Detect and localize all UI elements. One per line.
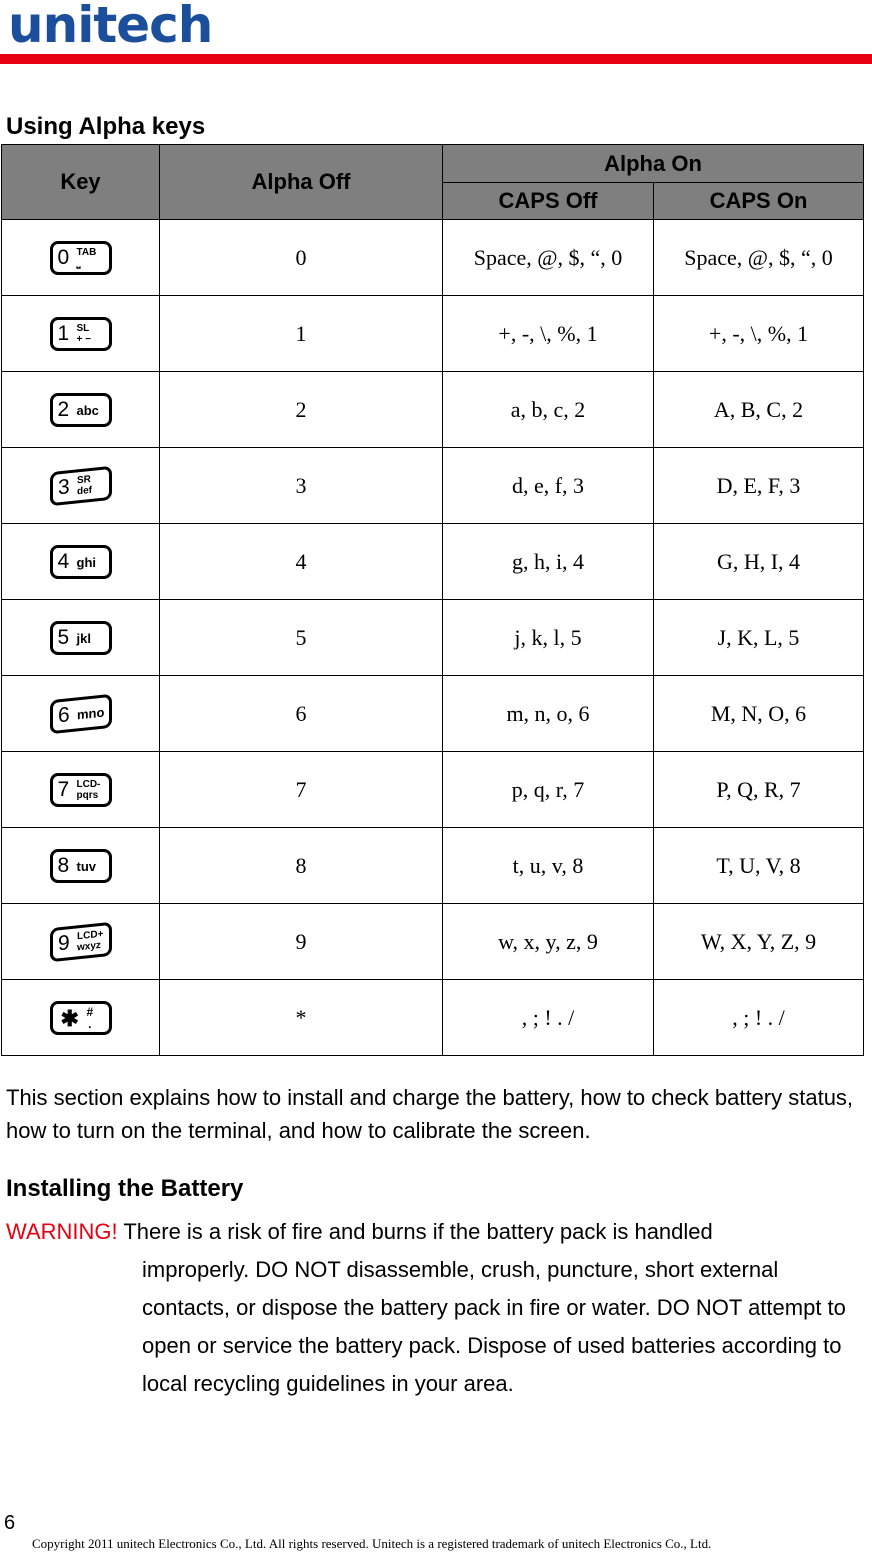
key-sub-label: TAB ⎵	[76, 246, 97, 269]
key-digit: 3	[57, 474, 70, 499]
alpha-off-cell: 9	[160, 904, 443, 980]
key-digit: 7	[57, 777, 70, 801]
warning-first-line: There is a risk of fire and burns if the battery pack is handled	[117, 1219, 713, 1244]
key-sub-label: LCD+ wxyz	[76, 928, 103, 953]
caps-on-cell: T, U, V, 8	[654, 828, 864, 904]
table-row	[2, 828, 864, 904]
alpha-off-cell: 3	[160, 448, 443, 524]
key-sub-label: tuv	[76, 858, 96, 874]
key-cell	[2, 980, 160, 1056]
key-sub-label: # .	[86, 1004, 94, 1031]
table-row	[2, 296, 864, 372]
warning-body: improperly. DO NOT disassemble, crush, puncture, short external contacts, or dispose the battery pack in fire or water. DO NOT attempt to open or service the battery pack. Dispose of used batteries according to local recycling guidelines in your area.	[142, 1257, 846, 1396]
key-sub-label: ghi	[76, 554, 96, 570]
key-cell	[2, 448, 160, 524]
caps-on-cell: , ; ! . /	[654, 980, 864, 1056]
key-digit: 6	[57, 702, 70, 727]
table-row	[2, 904, 864, 980]
alpha-off-cell: 5	[160, 600, 443, 676]
caps-on-cell: P, Q, R, 7	[654, 752, 864, 828]
table-row	[2, 372, 864, 448]
table-row	[2, 676, 864, 752]
key-sub-label: LCD- pqrs	[76, 778, 101, 801]
caps-on-cell: D, E, F, 3	[654, 448, 864, 524]
caps-on-cell: Space, @, $, “, 0	[654, 220, 864, 296]
alpha-off-cell: 4	[160, 524, 443, 600]
table-row	[2, 524, 864, 600]
header-key: Key	[2, 145, 160, 220]
header-alpha-off: Alpha Off	[160, 145, 443, 220]
key-cell	[2, 676, 160, 752]
key-digit: 2	[57, 397, 70, 421]
keypad-key-icon	[50, 849, 112, 883]
alpha-keys-body	[2, 220, 864, 1056]
key-cell	[2, 524, 160, 600]
keypad-key-icon	[50, 317, 112, 351]
installing-battery-title: Installing the Battery	[6, 1175, 244, 1202]
key-cell	[2, 904, 160, 980]
caps-off-cell: t, u, v, 8	[443, 828, 654, 904]
caps-on-cell: W, X, Y, Z, 9	[654, 904, 864, 980]
key-digit: 5	[57, 625, 70, 649]
table-row	[2, 752, 864, 828]
key-sub-label: mno	[76, 704, 104, 722]
header-caps-off: CAPS Off	[443, 183, 654, 220]
keypad-key-icon	[50, 393, 112, 427]
table-row	[2, 980, 864, 1056]
key-digit: 8	[57, 853, 70, 877]
table-row	[2, 600, 864, 676]
header-red-bar	[0, 54, 872, 64]
keypad-key-icon	[50, 693, 112, 734]
key-digit: 0	[57, 245, 70, 269]
caps-off-cell: d, e, f, 3	[443, 448, 654, 524]
keypad-key-icon	[50, 1001, 112, 1035]
caps-off-cell: g, h, i, 4	[443, 524, 654, 600]
caps-off-cell: m, n, o, 6	[443, 676, 654, 752]
caps-off-cell: +, -, \, %, 1	[443, 296, 654, 372]
caps-on-cell: +, -, \, %, 1	[654, 296, 864, 372]
caps-off-cell: w, x, y, z, 9	[443, 904, 654, 980]
caps-off-cell: p, q, r, 7	[443, 752, 654, 828]
key-cell	[2, 296, 160, 372]
caps-off-cell: , ; ! . /	[443, 980, 654, 1056]
header-alpha-on: Alpha On	[443, 145, 864, 183]
key-sub-label: SR def	[76, 473, 92, 497]
keypad-key-icon	[50, 921, 112, 962]
warning-label: WARNING!	[6, 1219, 118, 1244]
alpha-off-cell: 2	[160, 372, 443, 448]
caps-on-cell: M, N, O, 6	[654, 676, 864, 752]
caps-off-cell: a, b, c, 2	[443, 372, 654, 448]
alpha-off-cell: 0	[160, 220, 443, 296]
table-row	[2, 448, 864, 524]
key-cell	[2, 600, 160, 676]
alpha-off-cell: 8	[160, 828, 443, 904]
alpha-off-cell: 7	[160, 752, 443, 828]
key-digit: ✱	[60, 1005, 79, 1031]
keypad-key-icon	[50, 465, 112, 506]
header-caps-on: CAPS On	[654, 183, 864, 220]
key-digit: 1	[57, 321, 70, 345]
copyright-notice: Copyright 2011 unitech Electronics Co., Ltd. All rights reserved. Unitech is a registered trademark of unitech Electronics Co., Ltd.	[32, 1536, 712, 1551]
key-sub-label: jkl	[76, 630, 91, 646]
key-sub-label: SL + −	[76, 322, 91, 345]
caps-off-cell: Space, @, $, “, 0	[443, 220, 654, 296]
key-digit: 9	[57, 930, 70, 955]
caps-on-cell: A, B, C, 2	[654, 372, 864, 448]
keypad-key-icon	[50, 773, 112, 807]
key-cell	[2, 220, 160, 296]
alpha-off-cell: 1	[160, 296, 443, 372]
unitech-logo: unitech	[8, 0, 213, 54]
key-sub-label: abc	[76, 402, 99, 418]
section-title: Using Alpha keys	[6, 113, 206, 140]
key-cell	[2, 752, 160, 828]
key-cell	[2, 372, 160, 448]
page-number: 6	[4, 1512, 16, 1534]
alpha-keys-table	[1, 144, 864, 1056]
keypad-key-icon	[50, 241, 112, 275]
intro-paragraph: This section explains how to install and charge the battery, how to check battery status, how to turn on the terminal, and how to calibrate the screen.	[6, 1085, 854, 1143]
keypad-key-icon	[50, 545, 112, 579]
caps-on-cell: J, K, L, 5	[654, 600, 864, 676]
key-cell	[2, 828, 160, 904]
table-row	[2, 220, 864, 296]
caps-on-cell: G, H, I, 4	[654, 524, 864, 600]
alpha-off-cell: *	[160, 980, 443, 1056]
caps-off-cell: j, k, l, 5	[443, 600, 654, 676]
keypad-key-icon	[50, 621, 112, 655]
key-digit: 4	[57, 549, 70, 573]
alpha-off-cell: 6	[160, 676, 443, 752]
battery-warning	[6, 1213, 872, 1403]
